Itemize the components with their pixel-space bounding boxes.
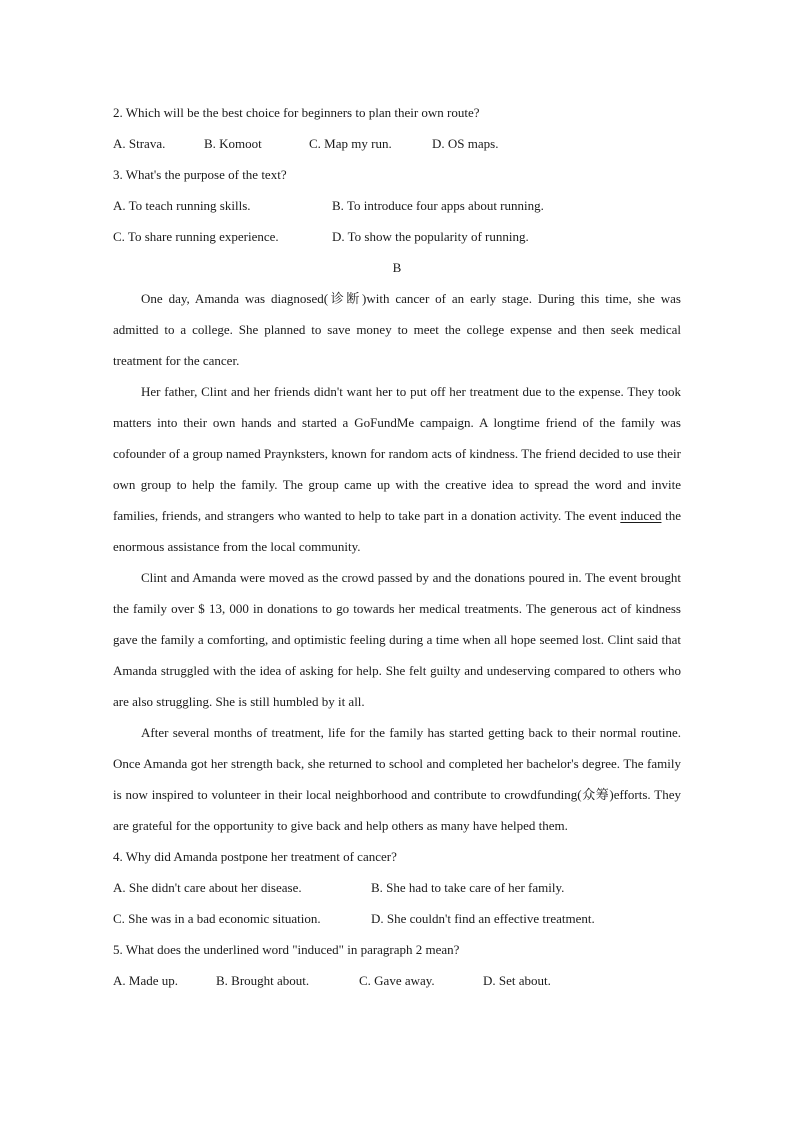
document-page [113, 97, 681, 996]
option-b: B. She had to take care of her family. [371, 880, 565, 895]
section-heading: B [392, 260, 402, 275]
question-5-options [113, 965, 681, 996]
question-3-options-row-1 [113, 190, 681, 221]
question-3-options-row-2 [113, 221, 681, 252]
option-c: C. She was in a bad economic situation. [113, 911, 321, 926]
paragraph-2-text-start: Her father, Clint and her friends didn't want her to put off her treatment due to the expense. They took matters into their own hands and started a GoFundMe campaign. A longtime friend of the family was cofounder of a group named Praynksters, known for random acts of kindness. The friend decided to use their own group to help the family. The group came up with the creative idea to spread the word and invite families, friends, and strangers who wanted to help to take part in a donation activity. The event [113, 384, 681, 523]
question-3: 3. What's the purpose of the text? [113, 167, 287, 182]
underlined-word: induced [620, 508, 662, 523]
paragraph-2 [113, 376, 681, 562]
option-d: D. To show the popularity of running. [332, 229, 529, 244]
option-a: A. To teach running skills. [113, 198, 251, 213]
option-b: B. Brought about. [216, 973, 310, 988]
option-d: D. She couldn't find an effective treatment. [371, 911, 595, 926]
question-5: 5. What does the underlined word "induced" in paragraph 2 mean? [113, 942, 460, 957]
paragraph-3: Clint and Amanda were moved as the crowd passed by and the donations poured in. The event brought the family over $ 13, 000 in donations to go towards her medical treatments. The generous act of kindness gave the family a comforting, and optimistic feeling during a time when all hope seemed lost. Clint said that Amanda struggled with the idea of asking for help. She felt guilty and undeserving compared to others who are also struggling. She is still humbled by it all. [113, 570, 681, 709]
question-2-options [113, 128, 681, 159]
option-d: D. OS maps. [432, 136, 499, 151]
option-c: C. Gave away. [359, 973, 435, 988]
question-4-options-row-1 [113, 872, 681, 903]
option-c: C. Map my run. [309, 136, 392, 151]
option-b: B. Komoot [204, 136, 262, 151]
option-c: C. To share running experience. [113, 229, 279, 244]
paragraph-1: One day, Amanda was diagnosed(诊断)with cancer of an early stage. During this time, she was admitted to a college. She planned to save money to meet the college expense and then seek medical treatment for the cancer. [113, 291, 681, 368]
option-a: A. Made up. [113, 973, 178, 988]
option-d: D. Set about. [483, 973, 551, 988]
paragraph-2-text-end: the enormous assistance from the local community. [113, 508, 681, 554]
question-4: 4. Why did Amanda postpone her treatment of cancer? [113, 849, 397, 864]
option-a: A. She didn't care about her disease. [113, 880, 302, 895]
passage [113, 283, 681, 841]
option-b: B. To introduce four apps about running. [332, 198, 544, 213]
question-2: 2. Which will be the best choice for beginners to plan their own route? [113, 105, 480, 120]
question-4-options-row-2 [113, 903, 681, 934]
paragraph-4: After several months of treatment, life for the family has started getting back to their normal routine. Once Amanda got her strength back, she returned to school and completed her bachelor's degree. The family is now inspired to volunteer in their local neighborhood and contribute to crowdfunding(众筹)efforts. They are grateful for the opportunity to give back and help others as many have helped them. [113, 725, 681, 833]
option-a: A. Strava. [113, 136, 166, 151]
